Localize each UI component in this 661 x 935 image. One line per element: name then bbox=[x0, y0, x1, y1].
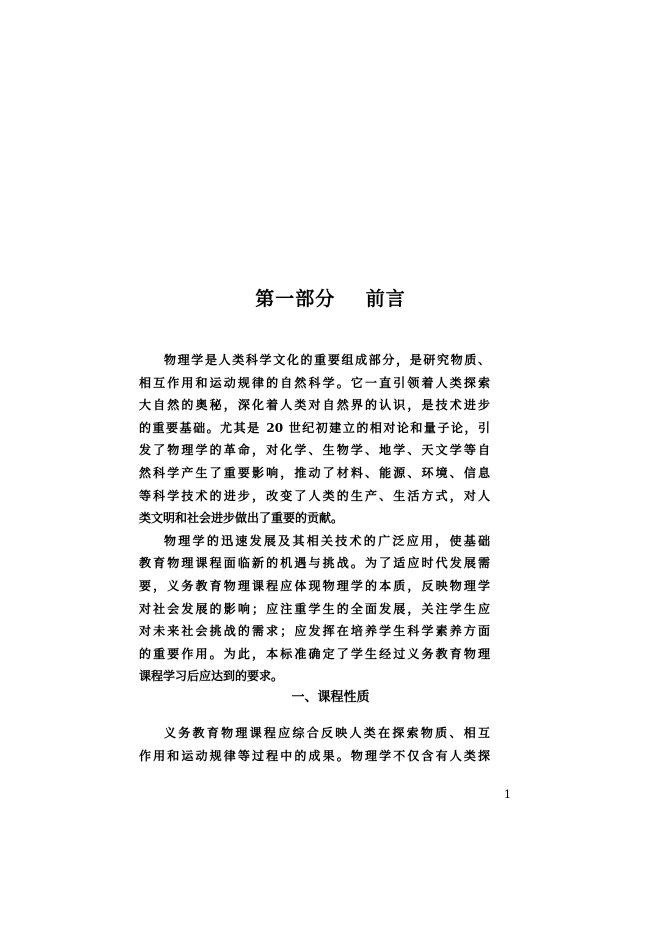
course-nature-text bbox=[139, 722, 490, 767]
text-line: 的重要作用。为此，本标准确定了学生经过义务教育物理 bbox=[139, 646, 490, 661]
text-line: 类文明和社会进步做出了重要的贡献。 bbox=[139, 511, 344, 526]
text-line: 相互作用和运动规律的自然科学。它一直引领着人类探索 bbox=[139, 375, 490, 390]
text-line: 的重要基础。尤其是 20 世纪初建立的相对论和量子论，引 bbox=[139, 420, 490, 435]
text-line: 要，义务教育物理课程应体现物理学的本质，反映物理学 bbox=[139, 578, 490, 593]
page-title: 第一部分 前言 bbox=[255, 288, 406, 310]
text-line: 物理学的迅速发展及其相关技术的广泛应用，使基础 bbox=[164, 533, 490, 548]
text-line: 对未来社会挑战的需求；应发挥在培养学生科学素养方面 bbox=[139, 624, 490, 639]
text-line: 发了物理学的革命，对化学、生物学、地学、天文学等自 bbox=[139, 443, 490, 458]
text-line: 对社会发展的影响；应注重学生的全面发展，关注学生应 bbox=[139, 601, 490, 616]
text-line: 义务教育物理课程应综合反映人类在探索物质、相互 bbox=[164, 726, 490, 740]
text-line: 教育物理课程面临新的机遇与挑战。为了适应时代发展需 bbox=[139, 556, 490, 571]
text-line: 物理学是人类科学文化的重要组成部分，是研究物质、 bbox=[164, 353, 490, 367]
text-line: 课程学习后应达到的要求。 bbox=[139, 669, 284, 684]
text-line: 作用和运动规律等过程中的成果。物理学不仅含有人类探 bbox=[139, 748, 490, 763]
preface-text bbox=[139, 349, 490, 688]
text-line: 大自然的奥秘，深化着人类对自然界的认识，是技术进步 bbox=[139, 398, 490, 413]
page-number: 1 bbox=[504, 788, 511, 801]
text-line: 等科学技术的进步，改变了人类的生产、生活方式，对人 bbox=[139, 488, 490, 503]
text-line: 然科学产生了重要影响，推动了材料、能源、环境、信息 bbox=[139, 465, 490, 480]
section-heading: 一、课程性质 bbox=[291, 690, 370, 705]
